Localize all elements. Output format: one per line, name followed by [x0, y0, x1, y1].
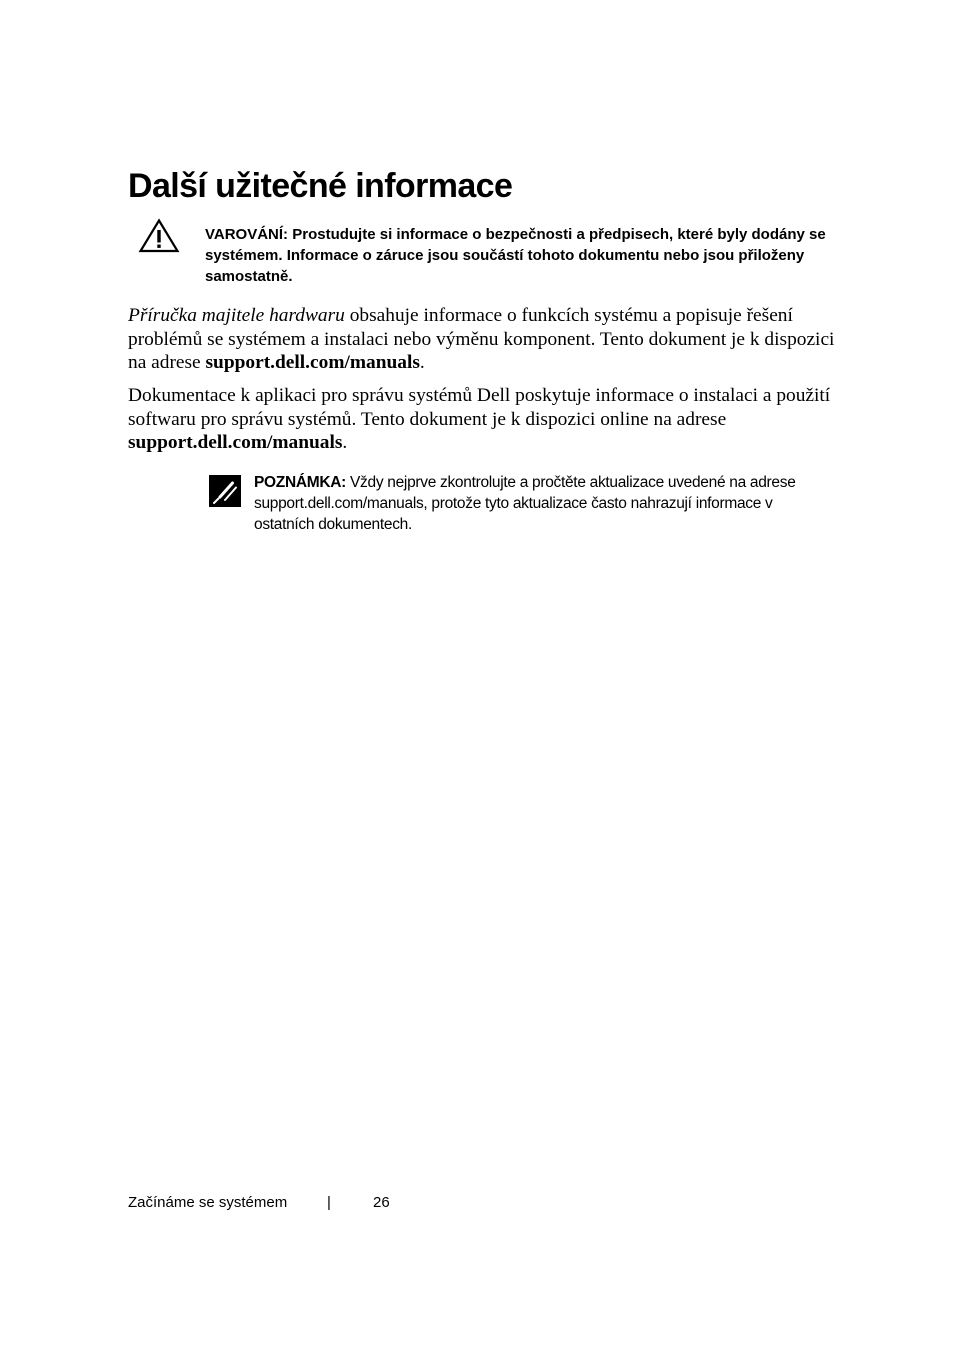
- paragraph1-text: obsahuje informace o funkcích systému a popisuje řešení problémů se systémem a instalaci nebo výměnu komponent. Tento dokument je k dispozici na adrese: [128, 305, 835, 373]
- warning-label: VAROVÁNÍ:: [205, 226, 289, 243]
- support-link[interactable]: support.dell.com/manuals: [128, 432, 343, 453]
- warning-body: Prostudujte si informace o bezpečnosti a předpisech, které byly dodány se systémem. Informace o záruce jsou součástí tohoto dokumentu nebo jsou přiloženy samostatně.: [205, 226, 826, 285]
- paragraph2-end: .: [342, 432, 348, 453]
- warning-text: [205, 224, 835, 287]
- page-number: 26: [373, 1194, 390, 1211]
- page-title: Další užitečné informace: [128, 167, 513, 205]
- note-pencil-icon: [209, 475, 241, 507]
- footer-separator: |: [327, 1194, 331, 1211]
- hardware-manual-title: Příručka majitele hardwaru: [128, 305, 345, 326]
- support-link[interactable]: support.dell.com/manuals: [205, 352, 420, 373]
- footer-section-title: Začínáme se systémem: [128, 1194, 288, 1211]
- hardware-manual-paragraph: [128, 304, 848, 375]
- warning-triangle-icon: [138, 218, 180, 254]
- note-text: [254, 472, 834, 535]
- paragraph2-text: Dokumentace k aplikaci pro správu systémů Dell poskytuje informace o instalaci a použití softwaru pro správu systémů. Tento dokument je k dispozici online na adrese: [128, 385, 831, 430]
- note-label: POZNÁMKA:: [254, 474, 347, 491]
- note-body: Vždy nejprve zkontrolujte a pročtěte aktualizace uvedené na adrese support.dell.com/manuals, protože tyto aktualizace často nahrazují informace v ostatních dokumentech.: [254, 474, 796, 533]
- management-docs-paragraph: [128, 384, 848, 455]
- paragraph1-end: .: [419, 352, 425, 373]
